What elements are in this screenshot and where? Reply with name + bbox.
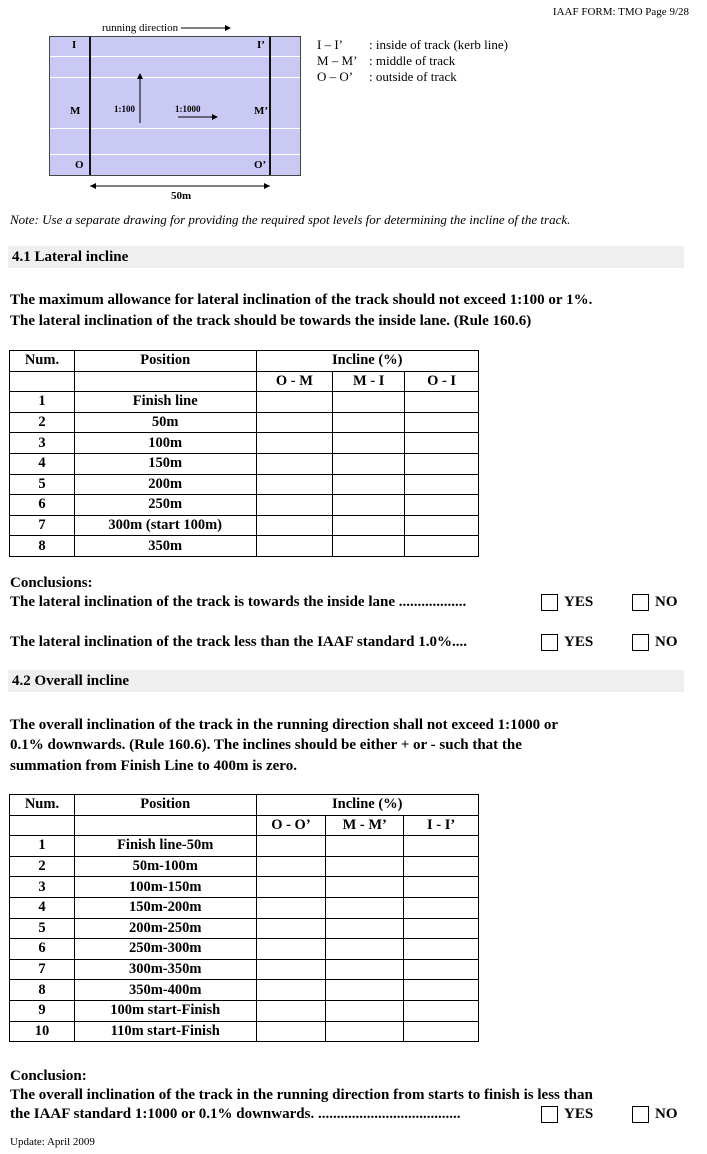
row-num: 10	[10, 1021, 75, 1042]
table-row	[10, 453, 479, 474]
incline-input-cell[interactable]	[404, 836, 479, 857]
incline-input-cell[interactable]	[256, 836, 326, 857]
row-position: 50m-100m	[74, 856, 256, 877]
table-row	[10, 536, 479, 557]
row-position: 100m start-Finish	[74, 1000, 256, 1021]
table-row	[10, 918, 479, 939]
lane-line	[50, 154, 300, 155]
row-num: 8	[10, 536, 75, 557]
incline-input-cell[interactable]	[333, 392, 405, 413]
overall-rule-line1: The overall inclination of the track in the running direction shall not exceed 1:1000 or	[10, 717, 559, 733]
incline-input-cell[interactable]	[256, 474, 333, 495]
row-num: 5	[10, 474, 75, 495]
row-position: 250m	[74, 495, 256, 516]
table-row	[10, 939, 479, 960]
incline-input-cell[interactable]	[405, 495, 479, 516]
conclusion-label: Conclusion:	[10, 1068, 87, 1084]
incline-input-cell[interactable]	[405, 453, 479, 474]
row-num: 7	[10, 959, 75, 980]
row-num: 1	[10, 836, 75, 857]
incline-input-cell[interactable]	[256, 980, 326, 1001]
table-header-row	[10, 351, 479, 372]
incline-input-cell[interactable]	[404, 1000, 479, 1021]
label-M-prime: M’	[254, 105, 269, 117]
incline-input-cell[interactable]	[404, 877, 479, 898]
blank-cell	[10, 371, 75, 392]
incline-input-cell[interactable]	[326, 939, 404, 960]
yes-label: YES	[564, 634, 594, 650]
incline-input-cell[interactable]	[256, 412, 333, 433]
subheader-cell: I - I’	[404, 815, 479, 836]
row-num: 2	[10, 412, 75, 433]
update-footer: Update: April 2009	[10, 1136, 95, 1148]
header-num: Num.	[10, 795, 75, 816]
row-position: 350m	[74, 536, 256, 557]
row-position: 150m	[74, 453, 256, 474]
label-M: M	[70, 105, 81, 117]
legend-text: : inside of track (kerb line)	[369, 37, 508, 52]
form-header: IAAF FORM: TMO Page 9/28	[552, 6, 689, 18]
conclusion-overall-line2: the IAAF standard 1:1000 or 0.1% downwards. ......................................	[10, 1106, 461, 1122]
incline-input-cell[interactable]	[405, 412, 479, 433]
row-position: 250m-300m	[74, 939, 256, 960]
arrow-up-icon	[136, 73, 144, 123]
conclusion-inside-lane: The lateral inclination of the track is towards the inside lane ..................	[10, 594, 467, 610]
yes-checkbox[interactable]	[541, 634, 558, 651]
row-position: 50m	[74, 412, 256, 433]
no-label: NO	[655, 634, 678, 650]
row-position: 100m-150m	[74, 877, 256, 898]
incline-input-cell[interactable]	[333, 453, 405, 474]
row-num: 7	[10, 515, 75, 536]
overall-incline-table	[9, 794, 479, 1042]
incline-input-cell[interactable]	[256, 392, 333, 413]
incline-input-cell[interactable]	[333, 536, 405, 557]
table-row	[10, 1000, 479, 1021]
section-title-overall: 4.2 Overall incline	[8, 670, 684, 692]
no-label: NO	[655, 1106, 678, 1122]
lateral-rule-line1: The maximum allowance for lateral inclination of the track should not exceed 1:100 or 1%.	[10, 292, 593, 308]
subheader-cell: O - O’	[256, 815, 326, 836]
incline-input-cell[interactable]	[404, 918, 479, 939]
table-header-row	[10, 795, 479, 816]
incline-input-cell[interactable]	[405, 433, 479, 454]
row-position: 150m-200m	[74, 897, 256, 918]
table-row	[10, 1021, 479, 1042]
incline-input-cell[interactable]	[326, 959, 404, 980]
incline-input-cell[interactable]	[404, 959, 479, 980]
conclusion-less-than-standard: The lateral inclination of the track less than the IAAF standard 1.0%....	[10, 634, 467, 650]
row-position: Finish line-50m	[74, 836, 256, 857]
table-row	[10, 474, 479, 495]
incline-input-cell[interactable]	[326, 918, 404, 939]
yes-checkbox[interactable]	[541, 1106, 558, 1123]
incline-input-cell[interactable]	[256, 897, 326, 918]
subheader-cell: M - M’	[326, 815, 404, 836]
row-position: 200m-250m	[74, 918, 256, 939]
legend-text: : outside of track	[369, 69, 457, 84]
lane-line	[50, 77, 300, 78]
label-I: I	[72, 39, 77, 51]
no-label: NO	[655, 594, 678, 610]
conclusions-label: Conclusions:	[10, 575, 93, 591]
row-position: 300m (start 100m)	[74, 515, 256, 536]
lateral-rule-line2: The lateral inclination of the track should be towards the inside lane. (Rule 160.6)	[10, 313, 532, 329]
incline-input-cell[interactable]	[256, 495, 333, 516]
table-row	[10, 897, 479, 918]
incline-input-cell[interactable]	[333, 412, 405, 433]
note-text: Note: Use a separate drawing for providing the required spot levels for determining the incline of the track.	[10, 212, 571, 227]
incline-input-cell[interactable]	[326, 897, 404, 918]
incline-input-cell[interactable]	[326, 877, 404, 898]
incline-input-cell[interactable]	[333, 433, 405, 454]
slope-overall: 1:1000	[175, 104, 201, 114]
row-position: 300m-350m	[74, 959, 256, 980]
header-position: Position	[74, 351, 256, 372]
table-subheader-row	[10, 815, 479, 836]
row-num: 3	[10, 877, 75, 898]
incline-input-cell[interactable]	[256, 1021, 326, 1042]
label-I-prime: I’	[257, 39, 265, 51]
table-row	[10, 836, 479, 857]
row-num: 9	[10, 1000, 75, 1021]
row-num: 3	[10, 433, 75, 454]
incline-input-cell[interactable]	[333, 495, 405, 516]
row-num: 6	[10, 939, 75, 960]
slope-lateral: 1:100	[114, 104, 135, 114]
incline-input-cell[interactable]	[256, 515, 333, 536]
incline-input-cell[interactable]	[404, 856, 479, 877]
track-diagram	[49, 36, 301, 176]
header-incline: Incline (%)	[256, 351, 478, 372]
legend-key: O – O’	[317, 69, 354, 84]
table-row	[10, 392, 479, 413]
table-row	[10, 980, 479, 1001]
section-title-lateral: 4.1 Lateral incline	[8, 246, 684, 268]
distance-label: 50m	[171, 190, 192, 202]
row-position: 350m-400m	[74, 980, 256, 1001]
row-num: 6	[10, 495, 75, 516]
incline-input-cell[interactable]	[256, 536, 333, 557]
table-subheader-row	[10, 371, 479, 392]
subheader-cell: M - I	[333, 371, 405, 392]
running-direction-label	[102, 22, 231, 34]
incline-input-cell[interactable]	[333, 515, 405, 536]
blank-cell	[10, 815, 75, 836]
incline-input-cell[interactable]	[256, 1000, 326, 1021]
no-checkbox[interactable]	[632, 634, 649, 651]
table-row	[10, 877, 479, 898]
incline-input-cell[interactable]	[256, 433, 333, 454]
incline-input-cell[interactable]	[326, 856, 404, 877]
subheader-cell: O - I	[405, 371, 479, 392]
yes-label: YES	[564, 594, 594, 610]
incline-input-cell[interactable]	[404, 980, 479, 1001]
lane-line	[50, 56, 300, 57]
incline-input-cell[interactable]	[404, 1021, 479, 1042]
blank-cell	[74, 815, 256, 836]
incline-input-cell[interactable]	[256, 453, 333, 474]
lateral-incline-table	[9, 350, 479, 557]
legend-key: I – I’	[317, 37, 343, 52]
row-position: 200m	[74, 474, 256, 495]
yes-checkbox[interactable]	[541, 594, 558, 611]
incline-input-cell[interactable]	[326, 1000, 404, 1021]
incline-input-cell[interactable]	[256, 877, 326, 898]
header-num: Num.	[10, 351, 75, 372]
label-O-prime: O’	[254, 159, 267, 171]
legend-row	[317, 53, 508, 69]
incline-input-cell[interactable]	[256, 959, 326, 980]
header-incline: Incline (%)	[256, 795, 478, 816]
row-position: Finish line	[74, 392, 256, 413]
incline-input-cell[interactable]	[405, 515, 479, 536]
no-checkbox[interactable]	[632, 1106, 649, 1123]
table-row	[10, 856, 479, 877]
legend-text: : middle of track	[369, 53, 456, 68]
diagram-legend	[317, 37, 508, 85]
incline-input-cell[interactable]	[256, 918, 326, 939]
row-position: 100m	[74, 433, 256, 454]
conclusion-overall-line1: The overall inclination of the track in the running direction from starts to finish is less than	[10, 1087, 593, 1103]
row-position: 110m start-Finish	[74, 1021, 256, 1042]
incline-input-cell[interactable]	[405, 536, 479, 557]
incline-input-cell[interactable]	[326, 980, 404, 1001]
subheader-cell: O - M	[256, 371, 333, 392]
incline-input-cell[interactable]	[405, 474, 479, 495]
running-direction-text: running direction	[102, 22, 179, 34]
blank-cell	[74, 371, 256, 392]
table-row	[10, 495, 479, 516]
row-num: 4	[10, 897, 75, 918]
header-position: Position	[74, 795, 256, 816]
row-num: 1	[10, 392, 75, 413]
row-num: 8	[10, 980, 75, 1001]
arrow-right-icon	[178, 113, 218, 121]
yes-label: YES	[564, 1106, 594, 1122]
incline-input-cell[interactable]	[326, 836, 404, 857]
table-row	[10, 412, 479, 433]
end-line	[269, 37, 271, 175]
row-num: 2	[10, 856, 75, 877]
label-O: O	[75, 159, 84, 171]
arrow-right-icon	[181, 24, 231, 32]
legend-key: M – M’	[317, 53, 358, 68]
incline-input-cell[interactable]	[256, 939, 326, 960]
incline-input-cell[interactable]	[405, 392, 479, 413]
overall-rule-line3: summation from Finish Line to 400m is zero.	[10, 758, 297, 774]
no-checkbox[interactable]	[632, 594, 649, 611]
legend-row	[317, 37, 508, 53]
incline-input-cell[interactable]	[404, 897, 479, 918]
start-line	[89, 37, 91, 175]
incline-input-cell[interactable]	[326, 1021, 404, 1042]
incline-input-cell[interactable]	[256, 856, 326, 877]
incline-input-cell[interactable]	[404, 939, 479, 960]
table-row	[10, 433, 479, 454]
table-row	[10, 959, 479, 980]
table-row	[10, 515, 479, 536]
row-num: 4	[10, 453, 75, 474]
row-num: 5	[10, 918, 75, 939]
incline-input-cell[interactable]	[333, 474, 405, 495]
legend-row	[317, 69, 508, 85]
overall-rule-line2: 0.1% downwards. (Rule 160.6). The inclines should be either + or - such that the	[10, 737, 522, 753]
lane-line	[50, 128, 300, 129]
